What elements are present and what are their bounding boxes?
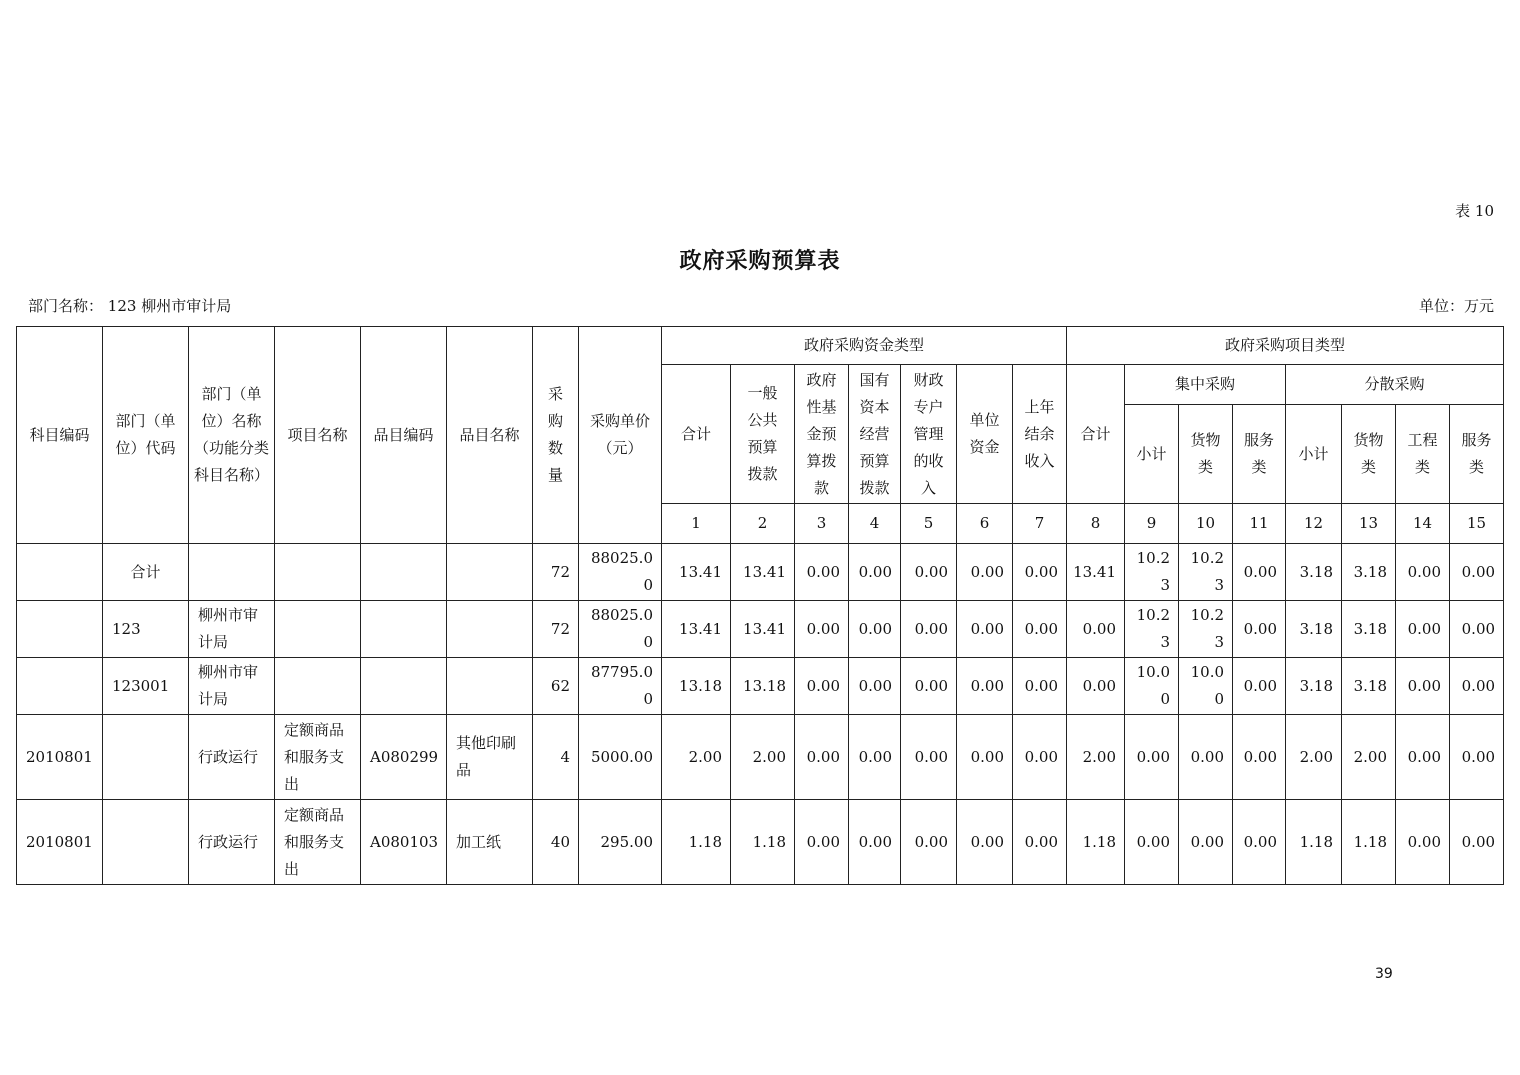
header-subject-code: 科目编码 — [17, 327, 103, 544]
cell-value: 0.00 — [1450, 658, 1504, 715]
cell-value: 3.18 — [1342, 658, 1396, 715]
department-value: 123 柳州市审计局 — [107, 297, 232, 315]
col-number: 6 — [957, 504, 1013, 544]
header-project-name: 项目名称 — [275, 327, 361, 544]
header-project-total: 合计 — [1067, 365, 1125, 504]
unit-label: 单位：万元 — [1418, 297, 1494, 315]
cell-dept-code: 合计 — [103, 544, 189, 601]
cell-value: 2.00 — [1342, 715, 1396, 800]
cell-item-name — [447, 544, 533, 601]
col-number: 1 — [662, 504, 731, 544]
cell-value: 13.41 — [731, 544, 795, 601]
col-number: 8 — [1067, 504, 1125, 544]
cell-value: 0.00 — [901, 601, 957, 658]
cell-value: 0.00 — [1067, 601, 1125, 658]
header-row-1 — [17, 327, 1504, 365]
cell-value: 10.23 — [1179, 601, 1233, 658]
cell-unit-price: 5000.00 — [579, 715, 662, 800]
cell-value: 0.00 — [1013, 715, 1067, 800]
cell-subject-code — [17, 658, 103, 715]
col-number: 7 — [1013, 504, 1067, 544]
cell-value: 1.18 — [1067, 800, 1125, 885]
cell-value: 0.00 — [1233, 800, 1286, 885]
col-number: 13 — [1342, 504, 1396, 544]
cell-quantity: 62 — [533, 658, 579, 715]
header-gov-fund: 政府性基金预算拨款 — [795, 365, 849, 504]
cell-value: 0.00 — [1125, 800, 1179, 885]
department-line — [28, 295, 231, 316]
cell-value: 0.00 — [957, 658, 1013, 715]
cell-subject-code: 2010801 — [17, 800, 103, 885]
cell-value: 0.00 — [795, 800, 849, 885]
cell-value: 2.00 — [662, 715, 731, 800]
cell-value: 13.41 — [662, 544, 731, 601]
cell-value: 3.18 — [1286, 658, 1342, 715]
procurement-budget-table — [16, 326, 1504, 885]
header-item-code: 品目编码 — [361, 327, 447, 544]
cell-value: 13.41 — [731, 601, 795, 658]
col-number: 14 — [1396, 504, 1450, 544]
cell-item-code: A080299 — [361, 715, 447, 800]
cell-value: 1.18 — [731, 800, 795, 885]
cell-value: 10.23 — [1125, 601, 1179, 658]
department-label: 部门名称： — [28, 297, 104, 315]
cell-dept-name: 柳州市审计局 — [189, 658, 275, 715]
cell-value: 0.00 — [1233, 715, 1286, 800]
col-number: 12 — [1286, 504, 1342, 544]
cell-subject-code — [17, 544, 103, 601]
cell-value: 0.00 — [901, 715, 957, 800]
cell-value: 0.00 — [795, 601, 849, 658]
cell-value: 13.41 — [662, 601, 731, 658]
cell-value: 10.00 — [1179, 658, 1233, 715]
header-fund-total: 合计 — [662, 365, 731, 504]
cell-value: 0.00 — [795, 544, 849, 601]
header-central-procurement: 集中采购 — [1125, 365, 1286, 405]
cell-value: 0.00 — [1396, 601, 1450, 658]
cell-value: 0.00 — [795, 715, 849, 800]
cell-value: 0.00 — [1396, 715, 1450, 800]
cell-value: 0.00 — [1396, 544, 1450, 601]
cell-value: 0.00 — [1179, 800, 1233, 885]
table-row — [17, 658, 1504, 715]
header-decentral-service: 服务类 — [1450, 405, 1504, 504]
cell-value: 0.00 — [1125, 715, 1179, 800]
cell-dept-code: 123 — [103, 601, 189, 658]
header-dept-name: 部门（单位）名称（功能分类科目名称） — [189, 327, 275, 544]
cell-value: 1.18 — [662, 800, 731, 885]
cell-project-name — [275, 544, 361, 601]
cell-item-code — [361, 544, 447, 601]
cell-item-code — [361, 658, 447, 715]
cell-value: 0.00 — [957, 800, 1013, 885]
cell-dept-code — [103, 715, 189, 800]
header-central-service: 服务类 — [1233, 405, 1286, 504]
cell-value: 3.18 — [1286, 601, 1342, 658]
cell-unit-price: 88025.00 — [579, 601, 662, 658]
header-decentral-procurement: 分散采购 — [1286, 365, 1504, 405]
table-number: 表 10 — [1455, 202, 1494, 220]
col-number: 5 — [901, 504, 957, 544]
header-special-account: 财政专户管理的收入 — [901, 365, 957, 504]
cell-item-name — [447, 658, 533, 715]
cell-value: 10.23 — [1125, 544, 1179, 601]
cell-quantity: 72 — [533, 544, 579, 601]
table-row — [17, 601, 1504, 658]
cell-value: 0.00 — [901, 544, 957, 601]
cell-value: 0.00 — [957, 715, 1013, 800]
cell-value: 0.00 — [957, 544, 1013, 601]
cell-value: 0.00 — [901, 658, 957, 715]
cell-value: 0.00 — [1013, 544, 1067, 601]
col-number: 3 — [795, 504, 849, 544]
cell-value: 3.18 — [1342, 544, 1396, 601]
header-decentral-subtotal: 小计 — [1286, 405, 1342, 504]
table-row — [17, 544, 1504, 601]
header-decentral-goods: 货物类 — [1342, 405, 1396, 504]
cell-value: 13.18 — [731, 658, 795, 715]
cell-value: 13.41 — [1067, 544, 1125, 601]
header-central-subtotal: 小计 — [1125, 405, 1179, 504]
cell-value: 0.00 — [1396, 800, 1450, 885]
cell-project-name: 定额商品和服务支出 — [275, 800, 361, 885]
cell-item-name: 其他印刷品 — [447, 715, 533, 800]
cell-item-code: A080103 — [361, 800, 447, 885]
table-row — [17, 715, 1504, 800]
cell-dept-name: 行政运行 — [189, 715, 275, 800]
cell-unit-price: 87795.00 — [579, 658, 662, 715]
header-quantity: 采购数量 — [533, 327, 579, 544]
page-number: 39 — [1375, 966, 1393, 982]
cell-unit-price: 88025.00 — [579, 544, 662, 601]
cell-value: 0.00 — [849, 658, 901, 715]
cell-dept-code — [103, 800, 189, 885]
cell-value: 0.00 — [849, 715, 901, 800]
cell-item-name — [447, 601, 533, 658]
cell-value: 0.00 — [1233, 544, 1286, 601]
cell-value: 0.00 — [795, 658, 849, 715]
cell-value: 0.00 — [1013, 601, 1067, 658]
cell-value: 0.00 — [1013, 800, 1067, 885]
cell-value: 2.00 — [731, 715, 795, 800]
cell-value: 0.00 — [1233, 658, 1286, 715]
cell-value: 0.00 — [1450, 715, 1504, 800]
cell-value: 2.00 — [1067, 715, 1125, 800]
col-number: 4 — [849, 504, 901, 544]
cell-value: 0.00 — [1233, 601, 1286, 658]
cell-project-name — [275, 658, 361, 715]
header-unit-price: 采购单价（元） — [579, 327, 662, 544]
cell-value: 10.23 — [1179, 544, 1233, 601]
header-prior-balance: 上年结余收入 — [1013, 365, 1067, 504]
header-state-capital: 国有资本经营预算拨款 — [849, 365, 901, 504]
cell-value: 0.00 — [849, 544, 901, 601]
cell-value: 3.18 — [1342, 601, 1396, 658]
cell-value: 0.00 — [1396, 658, 1450, 715]
cell-quantity: 40 — [533, 800, 579, 885]
cell-value: 3.18 — [1286, 544, 1342, 601]
header-fund-type: 政府采购资金类型 — [662, 327, 1067, 365]
cell-dept-name: 柳州市审计局 — [189, 601, 275, 658]
header-central-goods: 货物类 — [1179, 405, 1233, 504]
cell-value: 1.18 — [1286, 800, 1342, 885]
cell-value: 0.00 — [957, 601, 1013, 658]
cell-value: 0.00 — [849, 601, 901, 658]
header-dept-code: 部门（单位）代码 — [103, 327, 189, 544]
header-decentral-works: 工程类 — [1396, 405, 1450, 504]
cell-value: 0.00 — [1450, 601, 1504, 658]
cell-project-name: 定额商品和服务支出 — [275, 715, 361, 800]
header-general-budget: 一般公共预算拨款 — [731, 365, 795, 504]
cell-dept-name — [189, 544, 275, 601]
table-row — [17, 800, 1504, 885]
cell-value: 0.00 — [1013, 658, 1067, 715]
cell-value: 0.00 — [849, 800, 901, 885]
cell-subject-code: 2010801 — [17, 715, 103, 800]
col-number: 11 — [1233, 504, 1286, 544]
cell-dept-code: 123001 — [103, 658, 189, 715]
cell-value: 2.00 — [1286, 715, 1342, 800]
cell-value: 0.00 — [901, 800, 957, 885]
cell-value: 13.18 — [662, 658, 731, 715]
cell-item-code — [361, 601, 447, 658]
cell-dept-name: 行政运行 — [189, 800, 275, 885]
col-number: 9 — [1125, 504, 1179, 544]
header-unit-fund: 单位资金 — [957, 365, 1013, 504]
cell-value: 0.00 — [1450, 800, 1504, 885]
cell-unit-price: 295.00 — [579, 800, 662, 885]
cell-quantity: 4 — [533, 715, 579, 800]
header-project-type: 政府采购项目类型 — [1067, 327, 1504, 365]
cell-value: 0.00 — [1067, 658, 1125, 715]
col-number: 10 — [1179, 504, 1233, 544]
cell-value: 1.18 — [1342, 800, 1396, 885]
col-number: 15 — [1450, 504, 1504, 544]
cell-quantity: 72 — [533, 601, 579, 658]
cell-item-name: 加工纸 — [447, 800, 533, 885]
cell-value: 10.00 — [1125, 658, 1179, 715]
cell-value: 0.00 — [1179, 715, 1233, 800]
cell-value: 0.00 — [1450, 544, 1504, 601]
cell-project-name — [275, 601, 361, 658]
document-title: 政府采购预算表 — [679, 248, 841, 274]
cell-subject-code — [17, 601, 103, 658]
header-item-name: 品目名称 — [447, 327, 533, 544]
col-number: 2 — [731, 504, 795, 544]
